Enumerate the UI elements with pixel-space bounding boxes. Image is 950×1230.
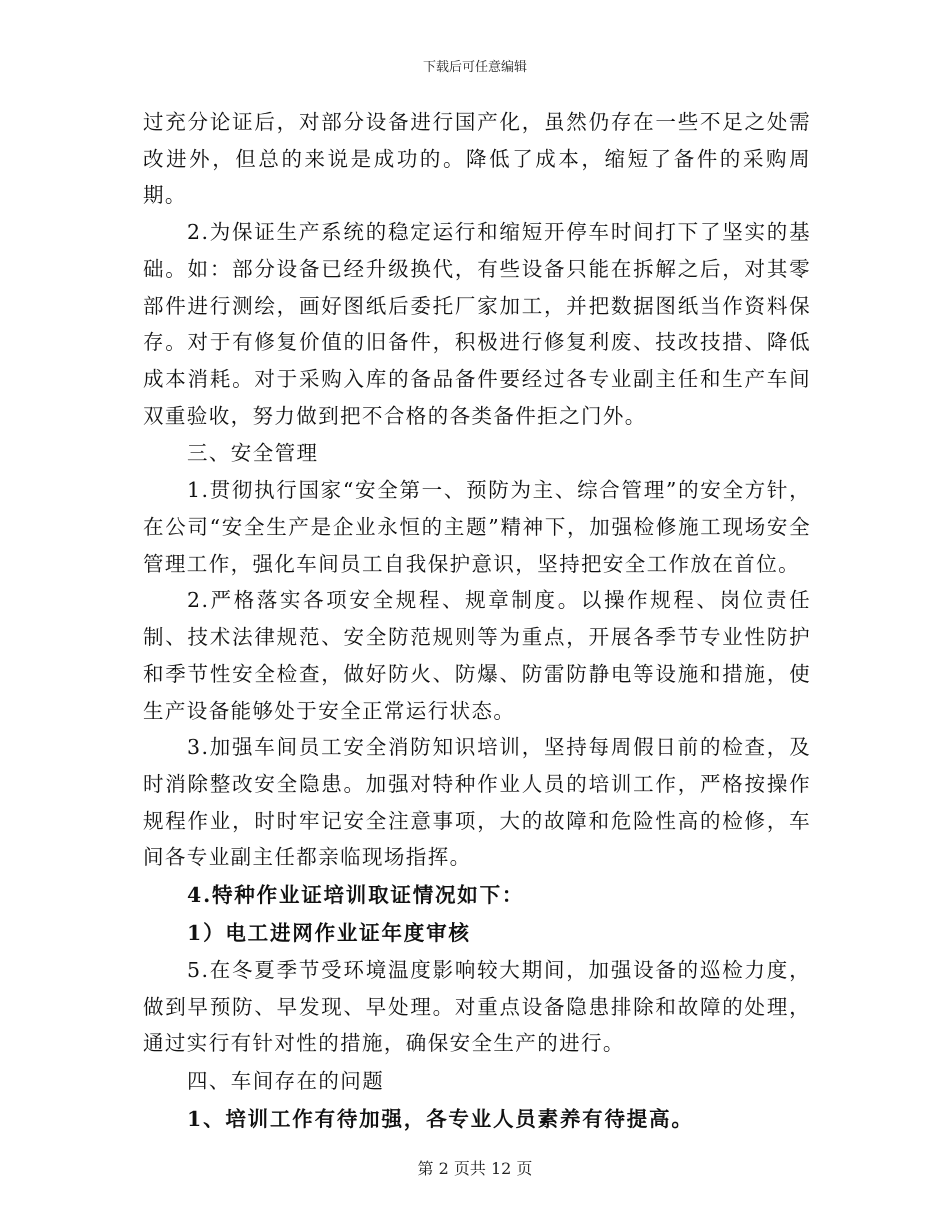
subheading-training-improvement: 1、培训工作有待加强，各专业人员素养有待提高。: [187, 1107, 694, 1132]
paragraph-safety-item-5: 5.在冬夏季节受环境温度影响较大期间，加强设备的巡检力度，做到早预防、早发现、早处理。对重点设备隐患排除和故障的处理，通过实行有针对性的措施，确保安全生产的进行。: [143, 958, 811, 1056]
page-header: 下载后可任意编辑: [422, 60, 527, 75]
paragraph-safety-item-1: 1.贯彻执行国家“安全第一、预防为主、综合管理”的安全方针，在公司“安全生产是企业永恒的主题”精神下，加强检修施工现场安全管理工作，强化车间员工自我保护意识，坚持把安全工作放在首位。: [143, 478, 811, 576]
subheading-special-certificates: 4.特种作业证培训取证情况如下：: [187, 883, 525, 908]
paragraph-safety-item-2: 2.严格落实各项安全规程、规章制度。以操作规程、岗位责任制、技术法律规范、安全防范规则等为重点，开展各季节专业性防护和季节性安全检查，做好防火、防爆、防雷防静电等设施和措施，使生产设备能够处于安全正常运行状态。: [143, 588, 811, 723]
page-footer: 第 2 页共 12 页: [417, 1159, 533, 1178]
section-heading-workshop-problems: 四、车间存在的问题: [187, 1069, 385, 1094]
document-body: [143, 104, 811, 1138]
paragraph-safety-item-3: 3.加强车间员工安全消防知识培训，坚持每周假日前的检查，及时消除整改安全隐患。加强对特种作业人员的培训工作，严格按操作规程作业，时时牢记安全注意事项，大的故障和危险性高的检修，车间各专业副主任都亲临现场指挥。: [143, 735, 811, 870]
paragraph-item-2-spare-parts: 2.为保证生产系统的稳定运行和缩短开停车时间打下了坚实的基础。如：部分设备已经升级换代，有些设备只能在拆解之后，对其零部件进行测绘，画好图纸后委托厂家加工，并把数据图纸当作资料保存。对于有修复价值的旧备件，积极进行修复利废、技改技措、降低成本消耗。对于采购入库的备品备件要经过各专业副主任和生产车间双重验收，努力做到把不合格的各类备件拒之门外。: [143, 220, 811, 428]
subheading-electrician-certificate: 1）电工进网作业证年度审核: [187, 921, 471, 946]
paragraph-localization-result: 过充分论证后，对部分设备进行国产化，虽然仍存在一些不足之处需改进外，但总的来说是成功的。降低了成本，缩短了备件的采购周期。: [143, 110, 811, 208]
section-heading-safety-management: 三、安全管理: [187, 441, 319, 466]
